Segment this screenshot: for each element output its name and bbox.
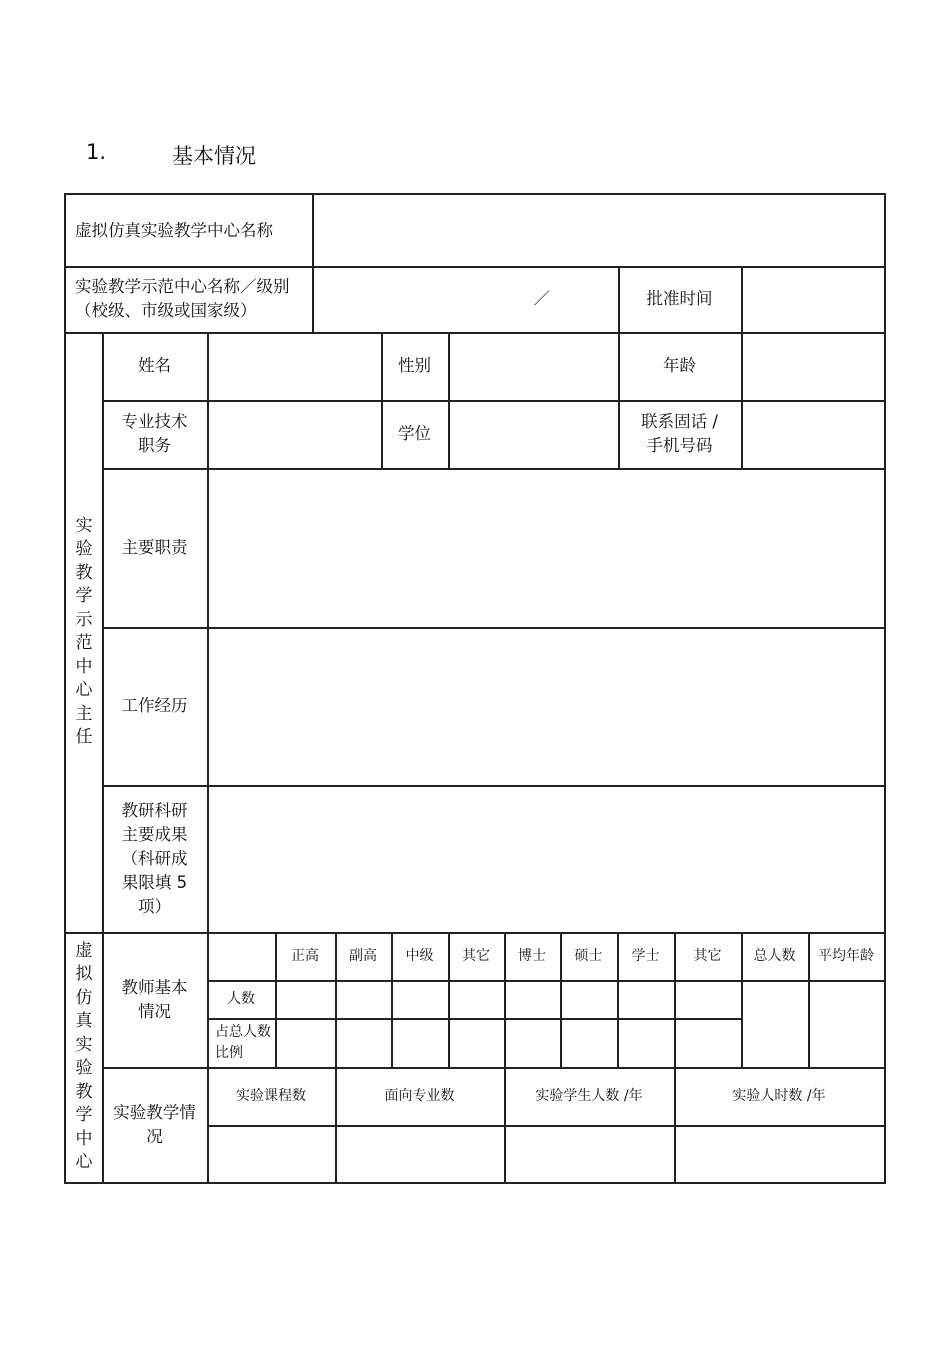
- teacher-row-label: 占总人数比例: [207, 1018, 277, 1069]
- teaching-cell[interactable]: [504, 1125, 676, 1184]
- teacher-total-cell[interactable]: [741, 980, 810, 1069]
- name-field[interactable]: [207, 332, 383, 402]
- teaching-col-header: 实验课程数: [207, 1067, 337, 1127]
- teacher-col-header: 平均年龄: [808, 932, 886, 982]
- center-group-label: 虚拟仿真实验教学中心: [64, 932, 104, 1184]
- approval-time-field[interactable]: [741, 266, 886, 334]
- work-history-label: 工作经历: [102, 627, 209, 787]
- teacher-cell[interactable]: [335, 1018, 393, 1069]
- section-title: 基本情况: [172, 144, 256, 168]
- degree-field[interactable]: [448, 400, 620, 470]
- approval-time-label: 批准时间: [618, 266, 743, 334]
- teachers-label: 教师基本情况: [102, 932, 209, 1069]
- gender-label: 性别: [381, 332, 450, 402]
- achievements-field[interactable]: [207, 785, 886, 934]
- teacher-cell[interactable]: [674, 1018, 743, 1069]
- teacher-col-header: 硕士: [560, 932, 619, 982]
- teacher-col-header: 博士: [504, 932, 562, 982]
- duties-field[interactable]: [207, 468, 886, 629]
- work-history-field[interactable]: [207, 627, 886, 787]
- achievements-label: 教研科研主要成果（科研成果限填 5项）: [102, 785, 209, 934]
- demo-center-field[interactable]: [312, 266, 620, 334]
- age-label: 年龄: [618, 332, 743, 402]
- demo-center-label: 实验教学示范中心名称／级别（校级、市级或国家级）: [64, 266, 314, 334]
- teacher-cell[interactable]: [275, 980, 337, 1020]
- center-name-field[interactable]: [312, 193, 886, 268]
- section-number: 1.: [86, 140, 107, 164]
- teacher-cell[interactable]: [617, 980, 676, 1020]
- teacher-cell[interactable]: [674, 980, 743, 1020]
- teaching-col-header: 实验人时数 /年: [674, 1067, 886, 1127]
- title-label: 专业技术职务: [102, 400, 209, 470]
- teaching-cell[interactable]: [674, 1125, 886, 1184]
- phone-field[interactable]: [741, 400, 886, 470]
- gender-field[interactable]: [448, 332, 620, 402]
- teacher-cell[interactable]: [504, 1018, 562, 1069]
- teaching-col-header: 实验学生人数 /年: [504, 1067, 676, 1127]
- name-label: 姓名: [102, 332, 209, 402]
- teacher-cell[interactable]: [391, 980, 450, 1020]
- teacher-cell[interactable]: [560, 1018, 619, 1069]
- teacher-cell[interactable]: [275, 1018, 337, 1069]
- center-name-label: 虚拟仿真实验教学中心名称: [64, 193, 314, 268]
- teacher-col-header: 其它: [674, 932, 743, 982]
- teacher-col-header: 总人数: [741, 932, 810, 982]
- teaching-label: 实验教学情况: [102, 1067, 209, 1184]
- teacher-col-header: 副高: [335, 932, 393, 982]
- teaching-col-header: 面向专业数: [335, 1067, 506, 1127]
- phone-label: 联系固话 / 手机号码: [618, 400, 743, 470]
- teacher-col-header: 正高: [275, 932, 337, 982]
- teacher-col-header: 其它: [448, 932, 506, 982]
- teacher-col-header: 中级: [391, 932, 450, 982]
- teacher-avg-age-cell[interactable]: [808, 980, 886, 1069]
- demo-center-separator: ／: [533, 289, 550, 308]
- teacher-cell[interactable]: [504, 980, 562, 1020]
- teacher-row-label: 人数: [207, 980, 277, 1020]
- teaching-cell[interactable]: [207, 1125, 337, 1184]
- teacher-cell[interactable]: [448, 1018, 506, 1069]
- age-field[interactable]: [741, 332, 886, 402]
- duties-label: 主要职责: [102, 468, 209, 629]
- teacher-cell[interactable]: [617, 1018, 676, 1069]
- director-group-label: 实验教学示范中心主任: [64, 332, 104, 934]
- teacher-cell[interactable]: [335, 980, 393, 1020]
- teacher-header-corner: [207, 932, 277, 982]
- teacher-cell[interactable]: [448, 980, 506, 1020]
- teaching-cell[interactable]: [335, 1125, 506, 1184]
- teacher-col-header: 学士: [617, 932, 676, 982]
- teacher-cell[interactable]: [391, 1018, 450, 1069]
- degree-label: 学位: [381, 400, 450, 470]
- title-field[interactable]: [207, 400, 383, 470]
- teacher-cell[interactable]: [560, 980, 619, 1020]
